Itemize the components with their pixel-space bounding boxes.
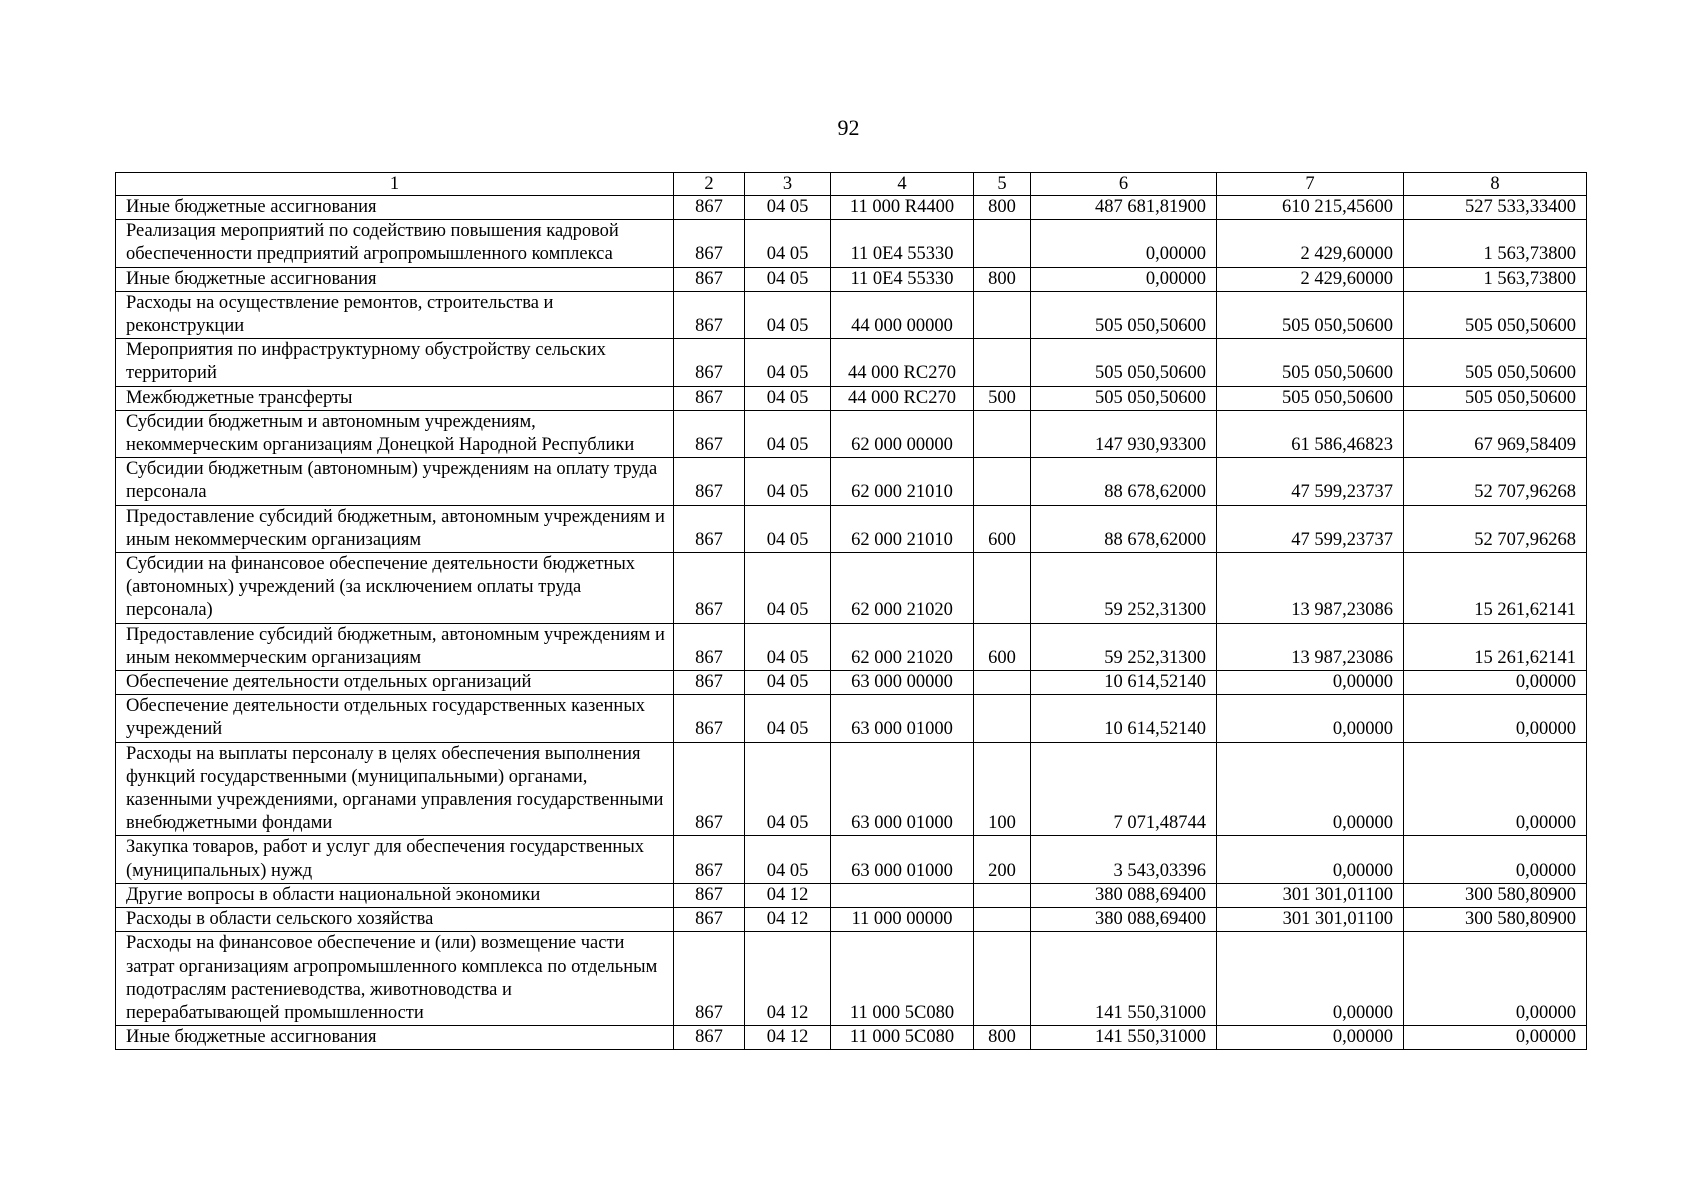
row-amount-1-cell: 380 088,69400: [1031, 908, 1217, 932]
row-code-cell: 867: [674, 742, 745, 836]
row-code-cell: 867: [674, 883, 745, 907]
row-amount-3-cell: 300 580,80900: [1404, 883, 1587, 907]
row-amount-1-cell: 0,00000: [1031, 267, 1217, 291]
row-section-cell: 04 05: [745, 742, 831, 836]
table-row: [116, 505, 1587, 552]
table-row: [116, 386, 1587, 410]
row-section-cell: 04 05: [745, 267, 831, 291]
table-row: [116, 410, 1587, 457]
row-amount-3-cell: 0,00000: [1404, 932, 1587, 1026]
row-article-cell: 11 0E4 55330: [831, 267, 974, 291]
table-row: [116, 196, 1587, 220]
row-name-cell: Расходы на выплаты персоналу в целях обеспечения выполнения функций государственными (муниципальными) органами, казенными учреждениями, органами управления государственными внебюджетными фондами: [116, 742, 674, 836]
row-section-cell: 04 05: [745, 386, 831, 410]
row-amount-2-cell: 505 050,50600: [1217, 386, 1404, 410]
row-expense-type-cell: 100: [974, 742, 1031, 836]
row-article-cell: 63 000 00000: [831, 671, 974, 695]
row-expense-type-cell: [974, 458, 1031, 505]
row-amount-3-cell: 0,00000: [1404, 695, 1587, 742]
row-section-cell: 04 05: [745, 291, 831, 338]
row-amount-1-cell: 505 050,50600: [1031, 386, 1217, 410]
row-amount-3-cell: 52 707,96268: [1404, 458, 1587, 505]
row-amount-2-cell: 47 599,23737: [1217, 505, 1404, 552]
row-amount-1-cell: 141 550,31000: [1031, 1026, 1217, 1050]
row-name-cell: Расходы на финансовое обеспечение и (или) возмещение части затрат организациям агропромышленного комплекса по отдельным подотраслям растениеводства, животноводства и перерабатывающей промышленности: [116, 932, 674, 1026]
row-section-cell: 04 05: [745, 695, 831, 742]
row-article-cell: 62 000 21020: [831, 623, 974, 670]
row-code-cell: 867: [674, 671, 745, 695]
row-article-cell: 62 000 21020: [831, 553, 974, 624]
row-code-cell: 867: [674, 196, 745, 220]
row-section-cell: 04 12: [745, 883, 831, 907]
row-name-cell: Субсидии бюджетным и автономным учреждениям, некоммерческим организациям Донецкой Народной Республики: [116, 410, 674, 457]
row-article-cell: 11 000 00000: [831, 908, 974, 932]
row-expense-type-cell: 200: [974, 836, 1031, 883]
row-code-cell: 867: [674, 339, 745, 386]
row-amount-3-cell: 0,00000: [1404, 836, 1587, 883]
row-amount-2-cell: 301 301,01100: [1217, 908, 1404, 932]
row-amount-3-cell: 505 050,50600: [1404, 339, 1587, 386]
column-header-3: 3: [745, 173, 831, 196]
row-amount-2-cell: 2 429,60000: [1217, 220, 1404, 267]
row-name-cell: Обеспечение деятельности отдельных государственных казенных учреждений: [116, 695, 674, 742]
row-amount-1-cell: 380 088,69400: [1031, 883, 1217, 907]
row-section-cell: 04 05: [745, 505, 831, 552]
table-row: [116, 623, 1587, 670]
row-expense-type-cell: 600: [974, 623, 1031, 670]
row-article-cell: 62 000 21010: [831, 458, 974, 505]
row-amount-2-cell: 0,00000: [1217, 671, 1404, 695]
table-row: [116, 908, 1587, 932]
row-expense-type-cell: 500: [974, 386, 1031, 410]
table-header-row: [116, 173, 1587, 196]
column-header-2: 2: [674, 173, 745, 196]
row-code-cell: 867: [674, 623, 745, 670]
row-section-cell: 04 05: [745, 836, 831, 883]
column-header-4: 4: [831, 173, 974, 196]
row-amount-1-cell: 0,00000: [1031, 220, 1217, 267]
row-amount-1-cell: 7 071,48744: [1031, 742, 1217, 836]
row-expense-type-cell: [974, 291, 1031, 338]
row-amount-3-cell: 0,00000: [1404, 671, 1587, 695]
row-article-cell: [831, 883, 974, 907]
row-amount-3-cell: 15 261,62141: [1404, 553, 1587, 624]
row-expense-type-cell: [974, 339, 1031, 386]
table-row: [116, 742, 1587, 836]
row-expense-type-cell: 600: [974, 505, 1031, 552]
table-row: [116, 883, 1587, 907]
row-expense-type-cell: [974, 553, 1031, 624]
row-amount-1-cell: 141 550,31000: [1031, 932, 1217, 1026]
row-code-cell: 867: [674, 386, 745, 410]
row-name-cell: Обеспечение деятельности отдельных организаций: [116, 671, 674, 695]
row-article-cell: 44 000 00000: [831, 291, 974, 338]
row-section-cell: 04 05: [745, 623, 831, 670]
budget-table: [115, 172, 1587, 1050]
row-amount-3-cell: 52 707,96268: [1404, 505, 1587, 552]
row-section-cell: 04 05: [745, 671, 831, 695]
row-code-cell: 867: [674, 505, 745, 552]
row-expense-type-cell: [974, 908, 1031, 932]
row-code-cell: 867: [674, 267, 745, 291]
row-code-cell: 867: [674, 695, 745, 742]
row-name-cell: Расходы в области сельского хозяйства: [116, 908, 674, 932]
row-name-cell: Реализация мероприятий по содействию повышения кадровой обеспеченности предприятий агропромышленного комплекса: [116, 220, 674, 267]
row-article-cell: 11 000 R4400: [831, 196, 974, 220]
row-article-cell: 11 0E4 55330: [831, 220, 974, 267]
table-row: [116, 695, 1587, 742]
table-row: [116, 291, 1587, 338]
table-row: [116, 458, 1587, 505]
row-section-cell: 04 05: [745, 339, 831, 386]
column-header-8: 8: [1404, 173, 1587, 196]
row-code-cell: 867: [674, 458, 745, 505]
row-expense-type-cell: [974, 883, 1031, 907]
row-amount-3-cell: 1 563,73800: [1404, 220, 1587, 267]
row-article-cell: 11 000 5C080: [831, 1026, 974, 1050]
row-amount-2-cell: 610 215,45600: [1217, 196, 1404, 220]
row-section-cell: 04 05: [745, 220, 831, 267]
row-expense-type-cell: [974, 410, 1031, 457]
row-section-cell: 04 05: [745, 553, 831, 624]
row-name-cell: Иные бюджетные ассигнования: [116, 267, 674, 291]
row-amount-3-cell: 300 580,80900: [1404, 908, 1587, 932]
row-amount-2-cell: 61 586,46823: [1217, 410, 1404, 457]
row-name-cell: Субсидии на финансовое обеспечение деятельности бюджетных (автономных) учреждений (за исключением оплаты труда персонала): [116, 553, 674, 624]
table-row: [116, 836, 1587, 883]
row-amount-1-cell: 487 681,81900: [1031, 196, 1217, 220]
table-row: [116, 1026, 1587, 1050]
row-name-cell: Закупка товаров, работ и услуг для обеспечения государственных (муниципальных) нужд: [116, 836, 674, 883]
row-article-cell: 63 000 01000: [831, 836, 974, 883]
row-amount-3-cell: 67 969,58409: [1404, 410, 1587, 457]
row-amount-2-cell: 0,00000: [1217, 742, 1404, 836]
table-row: [116, 671, 1587, 695]
row-section-cell: 04 05: [745, 196, 831, 220]
row-article-cell: 44 000 RC270: [831, 339, 974, 386]
row-amount-1-cell: 88 678,62000: [1031, 458, 1217, 505]
row-amount-1-cell: 3 543,03396: [1031, 836, 1217, 883]
row-article-cell: 63 000 01000: [831, 742, 974, 836]
row-section-cell: 04 05: [745, 458, 831, 505]
row-amount-2-cell: 505 050,50600: [1217, 339, 1404, 386]
row-name-cell: Предоставление субсидий бюджетным, автономным учреждениям и иным некоммерческим организациям: [116, 623, 674, 670]
table-row: [116, 339, 1587, 386]
row-expense-type-cell: 800: [974, 1026, 1031, 1050]
row-amount-3-cell: 15 261,62141: [1404, 623, 1587, 670]
row-amount-3-cell: 505 050,50600: [1404, 386, 1587, 410]
row-code-cell: 867: [674, 932, 745, 1026]
row-code-cell: 867: [674, 908, 745, 932]
row-article-cell: 63 000 01000: [831, 695, 974, 742]
row-amount-1-cell: 59 252,31300: [1031, 553, 1217, 624]
row-code-cell: 867: [674, 220, 745, 267]
row-code-cell: 867: [674, 410, 745, 457]
table-row: [116, 220, 1587, 267]
table-row: [116, 932, 1587, 1026]
row-amount-3-cell: 527 533,33400: [1404, 196, 1587, 220]
row-section-cell: 04 05: [745, 410, 831, 457]
row-amount-1-cell: 88 678,62000: [1031, 505, 1217, 552]
row-section-cell: 04 12: [745, 932, 831, 1026]
row-name-cell: Иные бюджетные ассигнования: [116, 1026, 674, 1050]
row-name-cell: Межбюджетные трансферты: [116, 386, 674, 410]
row-amount-3-cell: 1 563,73800: [1404, 267, 1587, 291]
row-name-cell: Мероприятия по инфраструктурному обустройству сельских территорий: [116, 339, 674, 386]
row-article-cell: 44 000 RC270: [831, 386, 974, 410]
table-row: [116, 553, 1587, 624]
column-header-7: 7: [1217, 173, 1404, 196]
row-name-cell: Иные бюджетные ассигнования: [116, 196, 674, 220]
row-name-cell: Другие вопросы в области национальной экономики: [116, 883, 674, 907]
row-amount-2-cell: 13 987,23086: [1217, 553, 1404, 624]
row-expense-type-cell: [974, 695, 1031, 742]
row-expense-type-cell: [974, 932, 1031, 1026]
row-name-cell: Расходы на осуществление ремонтов, строительства и реконструкции: [116, 291, 674, 338]
row-expense-type-cell: 800: [974, 196, 1031, 220]
page-number: 92: [837, 115, 860, 140]
row-section-cell: 04 12: [745, 1026, 831, 1050]
row-name-cell: Предоставление субсидий бюджетным, автономным учреждениям и иным некоммерческим организациям: [116, 505, 674, 552]
row-code-cell: 867: [674, 553, 745, 624]
column-header-5: 5: [974, 173, 1031, 196]
row-amount-2-cell: 505 050,50600: [1217, 291, 1404, 338]
row-code-cell: 867: [674, 1026, 745, 1050]
row-expense-type-cell: 800: [974, 267, 1031, 291]
row-name-cell: Субсидии бюджетным (автономным) учреждениям на оплату труда персонала: [116, 458, 674, 505]
row-amount-1-cell: 10 614,52140: [1031, 695, 1217, 742]
row-amount-2-cell: 13 987,23086: [1217, 623, 1404, 670]
row-amount-1-cell: 10 614,52140: [1031, 671, 1217, 695]
row-expense-type-cell: [974, 671, 1031, 695]
row-code-cell: 867: [674, 836, 745, 883]
table-row: [116, 267, 1587, 291]
row-amount-3-cell: 505 050,50600: [1404, 291, 1587, 338]
row-amount-1-cell: 147 930,93300: [1031, 410, 1217, 457]
row-code-cell: 867: [674, 291, 745, 338]
row-article-cell: 62 000 21010: [831, 505, 974, 552]
row-amount-3-cell: 0,00000: [1404, 1026, 1587, 1050]
row-amount-1-cell: 59 252,31300: [1031, 623, 1217, 670]
row-amount-2-cell: 2 429,60000: [1217, 267, 1404, 291]
row-amount-2-cell: 0,00000: [1217, 1026, 1404, 1050]
row-amount-2-cell: 0,00000: [1217, 932, 1404, 1026]
row-amount-1-cell: 505 050,50600: [1031, 339, 1217, 386]
table-body: [116, 196, 1587, 1050]
column-header-1: 1: [116, 173, 674, 196]
row-amount-2-cell: 47 599,23737: [1217, 458, 1404, 505]
column-header-6: 6: [1031, 173, 1217, 196]
row-expense-type-cell: [974, 220, 1031, 267]
row-amount-2-cell: 0,00000: [1217, 836, 1404, 883]
row-amount-2-cell: 301 301,01100: [1217, 883, 1404, 907]
row-amount-2-cell: 0,00000: [1217, 695, 1404, 742]
row-article-cell: 11 000 5C080: [831, 932, 974, 1026]
row-amount-3-cell: 0,00000: [1404, 742, 1587, 836]
row-article-cell: 62 000 00000: [831, 410, 974, 457]
row-section-cell: 04 12: [745, 908, 831, 932]
row-amount-1-cell: 505 050,50600: [1031, 291, 1217, 338]
